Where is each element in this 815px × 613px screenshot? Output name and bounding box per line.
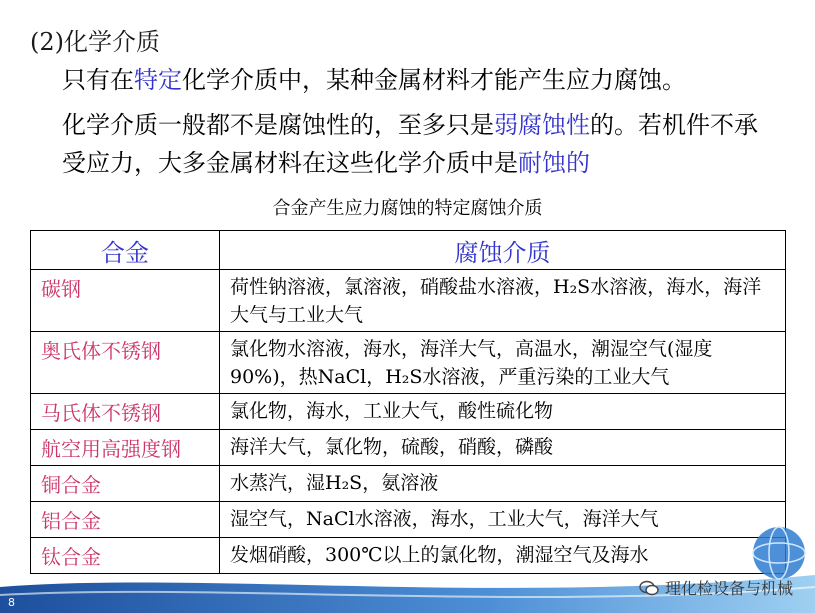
para2-highlight-resistant: 耐蚀的 [518,149,590,177]
medium-cell: 海洋大气，氯化物，硫酸，硝酸，磷酸 [220,430,786,466]
para2-text2: 的。若机件不承受应力，大多金属材料在这些化学介质中是 [62,111,758,177]
table-row [31,270,786,332]
medium-cell: 发烟硝酸，300℃以上的氯化物，潮湿空气及海水 [220,538,786,574]
medium-cell: 水蒸汽，湿H₂S，氨溶液 [220,466,786,502]
para2-highlight-weak: 弱腐蚀性 [494,111,590,139]
para1-post: 化学介质中，某种金属材料才能产生应力腐蚀。 [182,66,686,94]
page-number: 8 [8,596,15,609]
medium-cell: 氯化物水溶液，海水，海洋大气，高温水，潮湿空气(湿度90%)，热NaCl，H₂S水溶液，严重污染的工业大气 [220,332,786,394]
table-row [31,430,786,466]
table-row [31,394,786,430]
table-header-row [31,231,786,270]
alloy-corrosion-table [30,230,786,574]
globe-icon [749,523,809,583]
section-heading: (2)化学介质 [30,28,160,56]
watermark-text: 理化检设备与机械 [664,579,793,598]
medium-cell: 氯化物，海水，工业大气，酸性硫化物 [220,394,786,430]
table-caption: 合金产生应力腐蚀的特定腐蚀介质 [272,198,543,219]
paragraph-specific-media [62,60,686,95]
medium-cell: 荷性钠溶液，氯溶液，硝酸盐水溶液，H₂S水溶液，海水，海洋大气与工业大气 [220,270,786,332]
wechat-icon [639,580,659,596]
para1-pre: 只有在 [62,66,134,94]
table-row [31,332,786,394]
paragraph-corrosion-note [62,106,762,182]
table-row [31,466,786,502]
alloy-cell: 铜合金 [31,466,220,502]
alloy-cell: 航空用高强度钢 [31,430,220,466]
table-row [31,502,786,538]
alloy-cell: 铝合金 [31,502,220,538]
alloy-cell: 碳钢 [31,270,220,332]
medium-cell: 湿空气，NaCl水溶液，海水，工业大气，海洋大气 [220,502,786,538]
para2-text1: 化学介质一般都不是腐蚀性的，至多只是 [62,111,494,139]
alloy-cell: 奥氏体不锈钢 [31,332,220,394]
header-medium: 腐蚀介质 [220,231,786,270]
para1-highlight: 特定 [134,66,182,94]
watermark [639,576,793,599]
alloy-cell: 钛合金 [31,538,220,574]
header-alloy: 合金 [31,231,220,270]
alloy-cell: 马氏体不锈钢 [31,394,220,430]
